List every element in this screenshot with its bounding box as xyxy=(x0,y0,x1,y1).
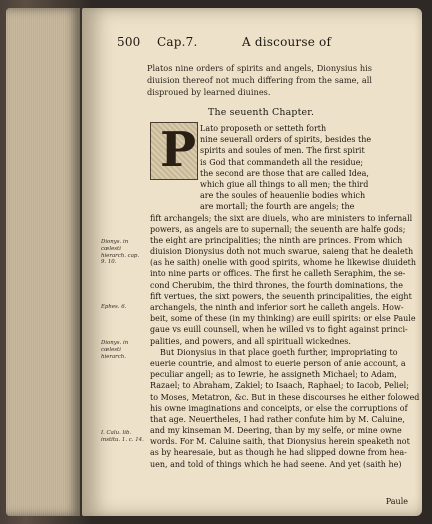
body-line: to Moses, Metatron, &c. But in these discourses he either folowed xyxy=(150,392,420,402)
page-edges xyxy=(6,8,80,516)
running-title: A discourse of xyxy=(242,35,332,49)
margin-note: Dionys. in cœlesti hierarch. cap. 9. 10. xyxy=(101,239,140,266)
body-line: as by hearesaie, but as though he had slipped downe from hea- xyxy=(150,448,407,458)
body-line: cond Cherubim, the third thrones, the fourth dominations, the xyxy=(150,280,403,290)
body-line: beit, some of these (in my thinking) are euill spirits: or else Paule xyxy=(150,314,416,324)
body-line: diuision Dionysius doth not much swarue, saieng that he dealeth xyxy=(150,247,414,257)
body-line: spirits and soules of men. The first spirit xyxy=(200,146,365,156)
margin-note: Dionys. in cœlesti hierarch. xyxy=(101,340,129,360)
margin-note: Ephes. 6. xyxy=(101,304,127,310)
body-line: his owne imaginations and conceipts, or else the corruptions of xyxy=(150,403,408,413)
body-line: Lato proposeth or setteth forth xyxy=(200,124,327,133)
initial-letter: P xyxy=(160,122,197,178)
book-page xyxy=(82,8,422,516)
body-line: and my kinseman M. Deering, than by my selfe, or mine owne xyxy=(150,426,402,436)
body-line: the eight are principalities; the ninth are princes. From which xyxy=(150,235,403,245)
body-line: powers, as angels are to supernall; the seuenth are halfe gods; xyxy=(150,224,406,234)
body-line: fift archangels; the sixt are diuels, who are ministers to infernall xyxy=(150,213,413,223)
body-line: gaue vs euill counsell, when he willed vs to fight against princi- xyxy=(150,325,408,335)
body-line: uen, and told of things which he had seene. And yet (saith he) xyxy=(150,459,402,469)
body-line: euerie countrie, and almost to euerie person of anie account, a xyxy=(150,358,406,368)
body-line: nine seuerall orders of spirits, besides the xyxy=(200,135,372,145)
body-line: words. For M. Caluine saith, that Dionysius herein speaketh not xyxy=(150,437,410,447)
body-line: peculiar angell; as to Iewrie, he assigneth Michael; to Adam, xyxy=(150,370,397,380)
body-line: fift vertues, the sixt powers, the seuenth principalities, the eight xyxy=(150,291,412,301)
body-line: the second are those that are called Idea, xyxy=(200,168,369,178)
chapter-label: Cap.7. xyxy=(157,35,198,49)
chapter-heading: The seuenth Chapter. xyxy=(208,107,315,118)
margin-note: I. Calu. lib. institu. 1. c. 14. xyxy=(101,430,144,443)
chapter-summary: Platos nine orders of spirits and angels, Dionysius his diuision thereof not much differing from the same, all disproued by learned diuines. xyxy=(147,63,372,97)
body-line: But Dionysius in that place goeth further, impropriating to xyxy=(160,347,398,357)
body-text xyxy=(150,123,420,470)
page-number: 500 xyxy=(117,35,141,49)
body-line: (as he saith) onelie with good spirits, whome he likewise diuideth xyxy=(150,258,417,268)
catchword: Paule xyxy=(385,497,408,506)
running-header xyxy=(102,35,402,51)
body-line: that age. Neuertheles, I had rather confute him by M. Caluine, xyxy=(150,414,405,424)
body-line: palities, and powers, and all spirituall wickednes. xyxy=(150,336,351,346)
body-line: which giue all things to all men; the third xyxy=(200,179,369,189)
body-line: archangels, the ninth and inferior sort he calleth angels. How- xyxy=(150,303,404,312)
body-line: Razael; to Abraham, Zakiel; to Isaach, Raphael; to Iacob, Peliel; xyxy=(150,381,409,391)
body-line: are mortall; the fourth are angels; the xyxy=(200,202,355,212)
body-line: are the soules of heauenlie bodies which xyxy=(200,191,366,201)
body-line: into nine parts or offices. The first he calleth Seraphim, the se- xyxy=(150,269,406,279)
body-line: is God that commandeth all the residue; xyxy=(200,157,364,167)
